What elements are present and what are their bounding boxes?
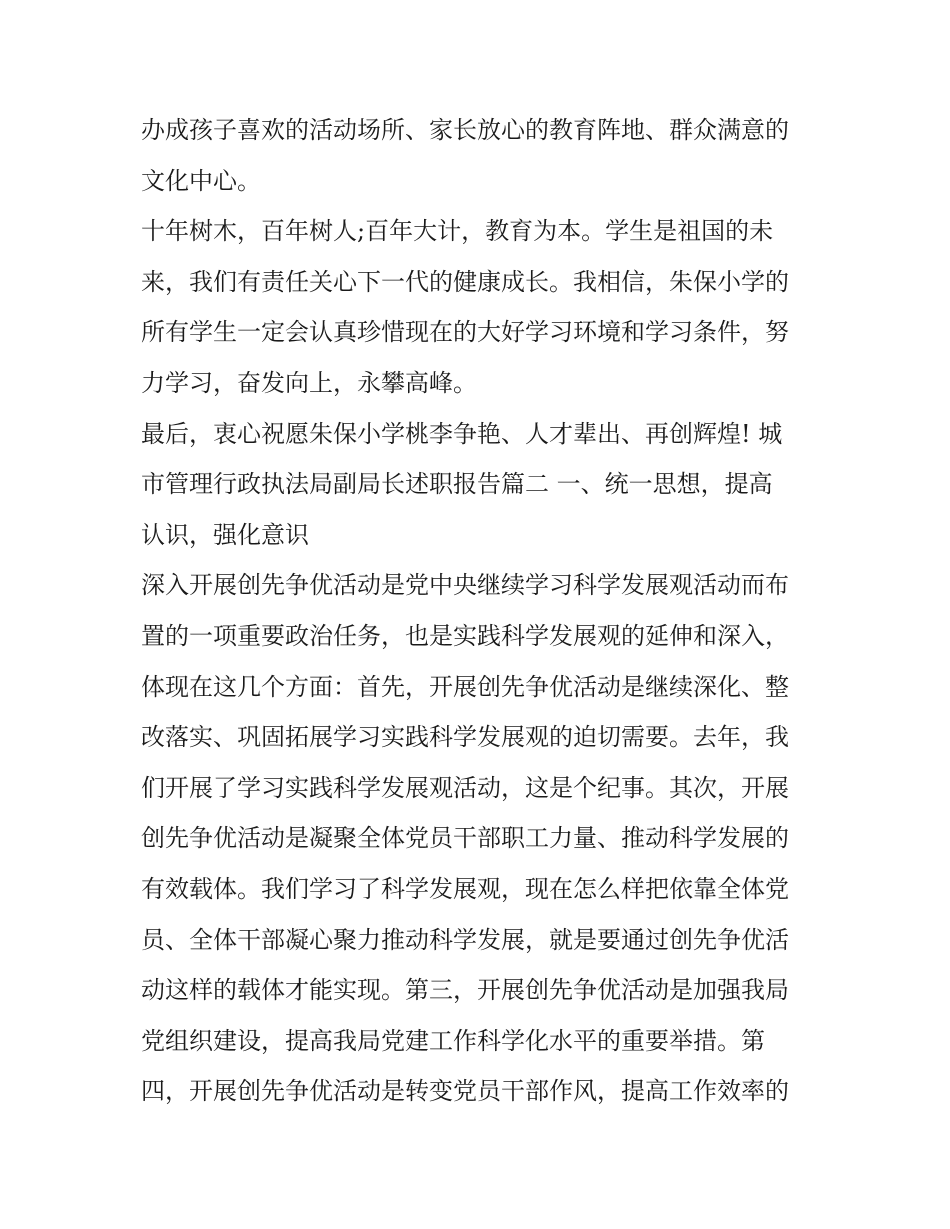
text-line: 深入开展创先争优活动是党中央继续学习科学发展观活动而布 xyxy=(141,571,789,600)
text-line: 力学习，奋发向上，永攀高峰。 xyxy=(141,368,477,397)
text-line: 员、全体干部凝心聚力推动科学发展，就是要通过创先争优活 xyxy=(141,925,789,954)
text-line: 所有学生一定会认真珍惜现在的大好学习环境和学习条件，努 xyxy=(141,318,789,347)
text-line: 十年树木，百年树人;百年大计，教育为本。学生是祖国的未 xyxy=(141,217,774,246)
text-line: 置的一项重要政治任务，也是实践科学发展观的延伸和深入， xyxy=(141,621,789,650)
text-line: 市管理行政执法局副局长述职报告篇二 一、统一思想，提高 xyxy=(141,470,773,499)
text-line: 体现在这几个方面：首先，开展创先争优活动是继续深化、整 xyxy=(141,672,789,701)
text-line: 改落实、巩固拓展学习实践科学发展观的迫切需要。去年，我 xyxy=(141,723,789,752)
text-line: 动这样的载体才能实现。第三，开展创先争优活动是加强我局 xyxy=(141,976,789,1005)
text-line: 有效载体。我们学习了科学发展观，现在怎么样把依靠全体党 xyxy=(141,874,789,903)
body-text xyxy=(141,105,821,1117)
text-line: 文化中心。 xyxy=(141,166,261,195)
text-line: 最后，衷心祝愿朱保小学桃李争艳、人才辈出、再创辉煌! 城 xyxy=(141,419,783,448)
text-line: 创先争优活动是凝聚全体党员干部职工力量、推动科学发展的 xyxy=(141,824,789,853)
text-line: 四，开展创先争优活动是转变党员干部作风，提高工作效率的 xyxy=(141,1077,789,1106)
text-line: 党组织建设，提高我局党建工作科学化水平的重要举措。第 xyxy=(141,1026,765,1055)
text-line: 办成孩子喜欢的活动场所、家长放心的教育阵地、群众满意的 xyxy=(141,116,789,144)
text-line: 来，我们有责任关心下一代的健康成长。我相信，朱保小学的 xyxy=(141,267,789,296)
text-line: 认识，强化意识 xyxy=(141,520,309,549)
text-line: 们开展了学习实践科学发展观活动，这是个纪事。其次，开展 xyxy=(141,773,789,802)
